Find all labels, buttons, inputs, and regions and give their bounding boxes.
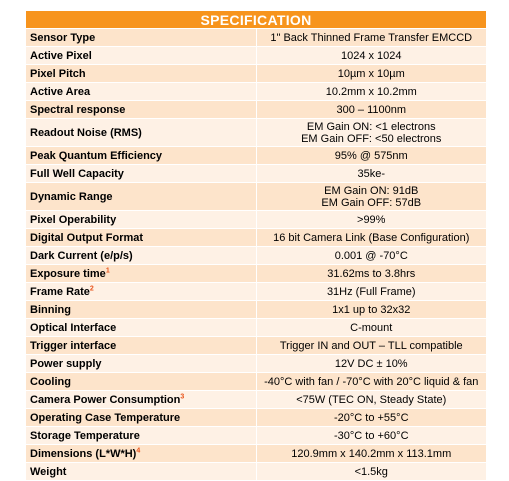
- spec-value-cell: [256, 409, 487, 427]
- spec-value-cell: [256, 391, 487, 409]
- spec-parameter-label: Readout Noise (RMS): [30, 126, 142, 139]
- table-row: [26, 391, 487, 409]
- table-row: [26, 427, 487, 445]
- spec-value-cell: [256, 463, 487, 481]
- table-row: [26, 229, 487, 247]
- spec-parameter-cell: [26, 29, 257, 47]
- spec-parameter-cell: [26, 229, 257, 247]
- table-row: [26, 337, 487, 355]
- spec-value-cell: [256, 229, 487, 247]
- spec-parameter-label: Dynamic Range: [30, 190, 113, 203]
- spec-value-text: 1024 x 1024: [340, 49, 402, 62]
- spec-parameter-cell: [26, 301, 257, 319]
- spec-parameter-cell: [26, 265, 257, 283]
- spec-parameter-cell: [26, 83, 257, 101]
- spec-value-cell: [256, 247, 487, 265]
- spec-value-cell: [256, 355, 487, 373]
- spec-value-text: 12V DC ± 10%: [334, 357, 408, 370]
- spec-value-cell: [256, 373, 487, 391]
- spec-parameter-label: Pixel Operability: [30, 213, 117, 226]
- table-row: [26, 47, 487, 65]
- spec-value-text: 31Hz (Full Frame): [326, 285, 416, 298]
- spec-value-text: 1" Back Thinned Frame Transfer EMCCD: [270, 31, 473, 44]
- spec-value-text: EM Gain ON: <1 electrons: [306, 120, 436, 133]
- spec-value-text: -30°C to +60°C: [333, 429, 409, 442]
- table-row: [26, 265, 487, 283]
- spec-value-cell: [256, 65, 487, 83]
- spec-parameter-cell: [26, 183, 257, 211]
- spec-parameter-cell: [26, 101, 257, 119]
- spec-value-cell: [256, 183, 487, 211]
- spec-value-cell: [256, 301, 487, 319]
- table-row: [26, 373, 487, 391]
- spec-parameter-cell: [26, 211, 257, 229]
- spec-value-text: 95% @ 575nm: [334, 149, 408, 162]
- spec-parameter-cell: [26, 247, 257, 265]
- table-body: [26, 29, 487, 481]
- table-row: [26, 283, 487, 301]
- spec-parameter-cell: [26, 409, 257, 427]
- spec-parameter-cell: [26, 319, 257, 337]
- spec-parameter-label: Storage Temperature: [30, 429, 140, 442]
- spec-value-text: 31.62ms to 3.8hrs: [327, 267, 416, 280]
- spec-parameter-cell: [26, 373, 257, 391]
- spec-value-cell: [256, 337, 487, 355]
- spec-parameter-label: Binning: [30, 303, 71, 316]
- table-row: [26, 83, 487, 101]
- spec-value-cell: [256, 265, 487, 283]
- spec-parameter-cell: [26, 165, 257, 183]
- spec-value-text: Trigger IN and OUT – TLL compatible: [279, 339, 463, 352]
- spec-value-cell: [256, 47, 487, 65]
- spec-value-text: -20°C to +55°C: [333, 411, 409, 424]
- spec-value-text: 0.001 @ -70°C: [334, 249, 408, 262]
- spec-parameter-label: Spectral response: [30, 103, 126, 116]
- spec-value-text: 16 bit Camera Link (Base Configuration): [273, 231, 470, 244]
- table-row: [26, 355, 487, 373]
- spec-parameter-label: Digital Output Format: [30, 231, 144, 244]
- spec-parameter-cell: [26, 445, 257, 463]
- table-row: [26, 409, 487, 427]
- spec-parameter-cell: [26, 119, 257, 147]
- spec-parameter-cell: [26, 427, 257, 445]
- spec-parameter-cell: [26, 355, 257, 373]
- spec-parameter-cell: [26, 463, 257, 481]
- spec-parameter-label: Full Well Capacity: [30, 167, 124, 180]
- spec-value-cell: [256, 29, 487, 47]
- spec-parameter-cell: [26, 47, 257, 65]
- footnote-marker: 3: [180, 392, 185, 400]
- spec-value-cell: [256, 319, 487, 337]
- spec-parameter-label: Cooling: [30, 375, 71, 388]
- footnote-marker: 4: [136, 446, 141, 454]
- spec-value-cell: [256, 211, 487, 229]
- table-row: [26, 445, 487, 463]
- table-row: [26, 463, 487, 481]
- spec-value-text: 120.9mm x 140.2mm x 113.1mm: [291, 447, 452, 460]
- spec-value-cell: [256, 101, 487, 119]
- spec-parameter-label: Trigger interface: [30, 339, 117, 352]
- spec-value-cell: [256, 427, 487, 445]
- table-row: [26, 165, 487, 183]
- table-row: [26, 211, 487, 229]
- table-row: [26, 65, 487, 83]
- spec-value-text: <1.5kg: [354, 465, 388, 478]
- spec-parameter-cell: [26, 337, 257, 355]
- spec-parameter-cell: [26, 391, 257, 409]
- spec-value-cell: [256, 147, 487, 165]
- spec-value-cell: [256, 119, 487, 147]
- spec-parameter-label: Sensor Type: [30, 31, 96, 44]
- spec-parameter-label: Frame Rate: [30, 285, 90, 298]
- spec-value-text: 35ke-: [357, 167, 386, 180]
- table-row: [26, 29, 487, 47]
- table-row: [26, 101, 487, 119]
- spec-parameter-label: Optical Interface: [30, 321, 117, 334]
- spec-value-text: -40°C with fan / -70°C with 20°C liquid & fan: [264, 375, 479, 388]
- table-row: [26, 147, 487, 165]
- spec-value-cell: [256, 83, 487, 101]
- spec-value-text: EM Gain OFF: 57dB: [321, 196, 422, 209]
- spec-parameter-label: Operating Case Temperature: [30, 411, 181, 424]
- spec-value-text: <75W (TEC ON, Steady State): [296, 393, 447, 406]
- spec-value-cell: [256, 445, 487, 463]
- spec-parameter-label: Power supply: [30, 357, 102, 370]
- table-row: [26, 119, 487, 147]
- table-row: [26, 301, 487, 319]
- table-title: SPECIFICATION: [26, 11, 487, 29]
- spec-parameter-cell: [26, 65, 257, 83]
- table-row: [26, 247, 487, 265]
- spec-value-text: EM Gain OFF: <50 electrons: [301, 132, 442, 145]
- spec-parameter-label: Dimensions (L*W*H): [30, 447, 137, 460]
- footnote-marker: 1: [105, 266, 110, 274]
- spec-value-text: >99%: [357, 213, 386, 226]
- table-header-row: [26, 11, 487, 29]
- spec-parameter-label: Exposure time: [30, 267, 106, 280]
- spec-parameter-label: Weight: [30, 465, 67, 478]
- specification-table: [25, 10, 487, 481]
- spec-value-cell: [256, 165, 487, 183]
- spec-parameter-label: Peak Quantum Efficiency: [30, 149, 163, 162]
- spec-value-text: 300 – 1100nm: [336, 103, 407, 116]
- spec-parameter-label: Active Area: [30, 85, 91, 98]
- spec-value-text: 1x1 up to 32x32: [332, 303, 411, 316]
- spec-value-text: 10.2mm x 10.2mm: [325, 85, 417, 98]
- spec-parameter-cell: [26, 147, 257, 165]
- spec-parameter-cell: [26, 283, 257, 301]
- spec-value-cell: [256, 283, 487, 301]
- table-row: [26, 183, 487, 211]
- spec-parameter-label: Active Pixel: [30, 49, 92, 62]
- spec-value-text: C-mount: [350, 321, 393, 334]
- spec-parameter-label: Camera Power Consumption: [30, 393, 181, 406]
- spec-parameter-label: Pixel Pitch: [30, 67, 86, 80]
- table-row: [26, 319, 487, 337]
- spec-value-text: 10µm x 10µm: [337, 67, 405, 80]
- footnote-marker: 2: [89, 284, 94, 292]
- spec-parameter-label: Dark Current (e/p/s): [30, 249, 133, 262]
- spec-value-text: EM Gain ON: 91dB: [324, 184, 419, 197]
